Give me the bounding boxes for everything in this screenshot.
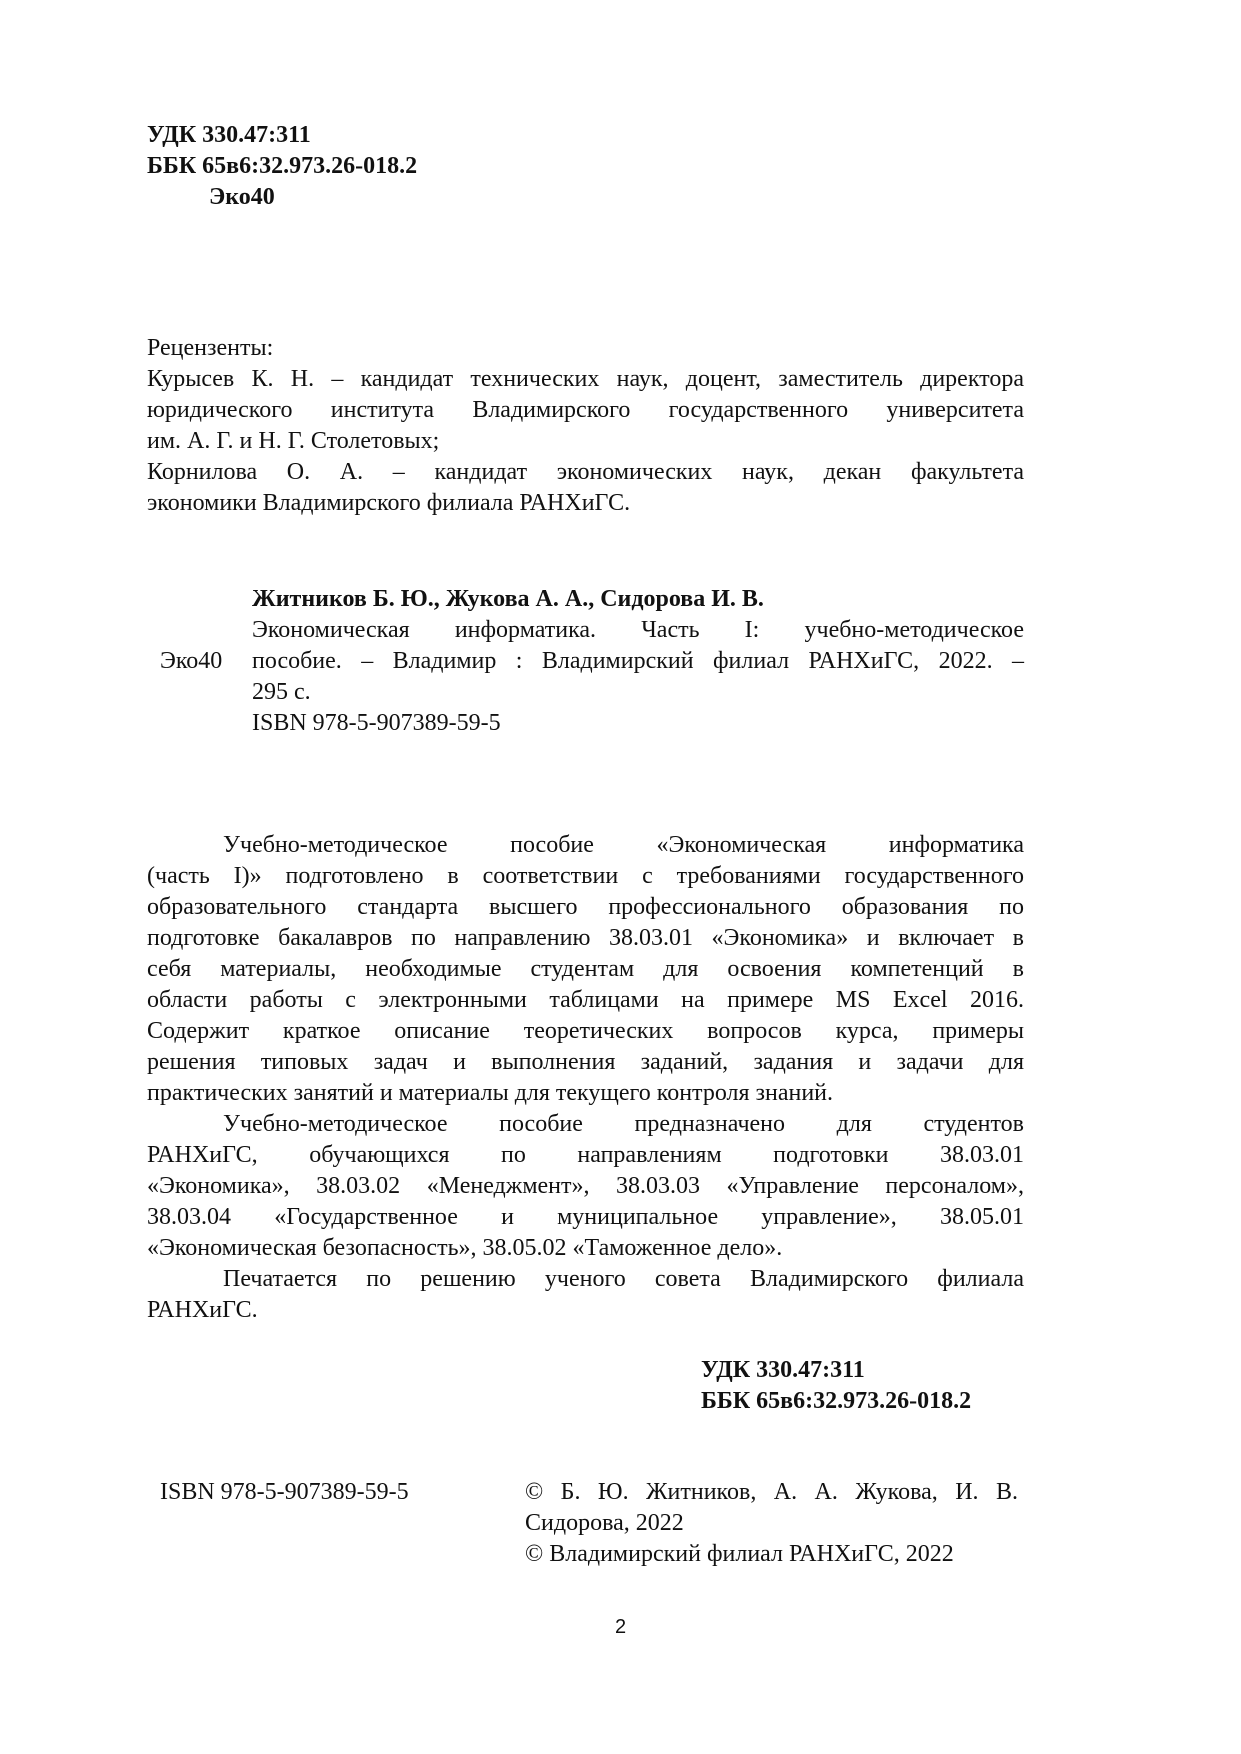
- header-code: Эко40: [209, 184, 275, 210]
- catalog-line: 295 с.: [252, 679, 311, 705]
- copyright-line3: © Владимирский филиал РАНХиГС, 2022: [525, 1541, 954, 1567]
- annotation-line: области работы с электронными таблицами на примере MS Excel 2016.: [147, 987, 1024, 1013]
- annotation-line: (часть I)» подготовлено в соответствии с требованиями государственного: [147, 863, 1024, 889]
- header-bbk: ББК 65в6:32.973.26-018.2: [147, 153, 418, 179]
- annotation-line: «Экономическая безопасность», 38.05.02 «Таможенное дело».: [147, 1235, 783, 1261]
- annotation-line: Учебно-методическое пособие предназначено для студентов: [223, 1111, 1024, 1137]
- catalog-line: пособие. – Владимир : Владимирский филиал РАНХиГС, 2022. –: [252, 648, 1024, 674]
- catalog-card: [252, 584, 1024, 739]
- annotation-line: себя материалы, необходимые студентам для освоения компетенций в: [147, 956, 1024, 982]
- page-number: 2: [614, 1616, 627, 1638]
- copyright-isbn: ISBN 978-5-907389-59-5: [160, 1479, 409, 1505]
- reviewer-line: Корнилова О. А. – кандидат экономических наук, декан факультета: [147, 459, 1024, 485]
- footer-udk: УДК 330.47:311: [701, 1357, 865, 1383]
- reviewers-title: Рецензенты:: [147, 335, 274, 361]
- annotation-line: образовательного стандарта высшего профессионального образования по: [147, 894, 1024, 920]
- annotation-line: подготовке бакалавров по направлению 38.03.01 «Экономика» и включает в: [147, 925, 1024, 951]
- reviewer-line: юридического института Владимирского государственного университета: [147, 397, 1024, 423]
- annotation-line: РАНХиГС, обучающихся по направлениям подготовки 38.03.01: [147, 1142, 1024, 1168]
- annotation-line: РАНХиГС.: [147, 1297, 258, 1323]
- footer-codes: [701, 1355, 971, 1417]
- reviewer-line: им. А. Г. и Н. Г. Столетовых;: [147, 428, 440, 454]
- annotation-line: 38.03.04 «Государственное и муниципальное управление», 38.05.01: [147, 1204, 1024, 1230]
- footer-bbk: ББК 65в6:32.973.26-018.2: [701, 1388, 972, 1414]
- catalog-authors: Житников Б. Ю., Жукова А. А., Сидорова И. В.: [252, 586, 764, 612]
- annotation-line: «Экономика», 38.03.02 «Менеджмент», 38.03.03 «Управление персоналом»,: [147, 1173, 1024, 1199]
- catalog-isbn: ISBN 978-5-907389-59-5: [252, 710, 501, 736]
- reviewer-line: Курысев К. Н. – кандидат технических наук, доцент, заместитель директора: [147, 366, 1024, 392]
- catalog-line: Экономическая информатика. Часть I: учебно-методическое: [252, 617, 1024, 643]
- catalog-code: Эко40: [160, 648, 223, 674]
- copyright-line1: © Б. Ю. Житников, А. А. Жукова, И. В.: [525, 1479, 1018, 1505]
- header-udk: УДК 330.47:311: [147, 122, 311, 148]
- annotation-line: практических занятий и материалы для текущего контроля знаний.: [147, 1080, 834, 1106]
- annotation-line: Содержит краткое описание теоретических вопросов курса, примеры: [147, 1018, 1024, 1044]
- annotation: [147, 830, 1024, 1326]
- annotation-line: Учебно-методическое пособие «Экономическая информатика: [223, 832, 1024, 858]
- reviewer-line: экономики Владимирского филиала РАНХиГС.: [147, 490, 631, 516]
- copyright-line2: Сидорова, 2022: [525, 1510, 684, 1536]
- annotation-line: решения типовых задач и выполнения заданий, задания и задачи для: [147, 1049, 1024, 1075]
- header-codes: [147, 120, 417, 213]
- reviewers-section: [147, 333, 1024, 519]
- annotation-line: Печатается по решению ученого совета Владимирского филиала: [223, 1266, 1024, 1292]
- copyright-block: [525, 1477, 1018, 1570]
